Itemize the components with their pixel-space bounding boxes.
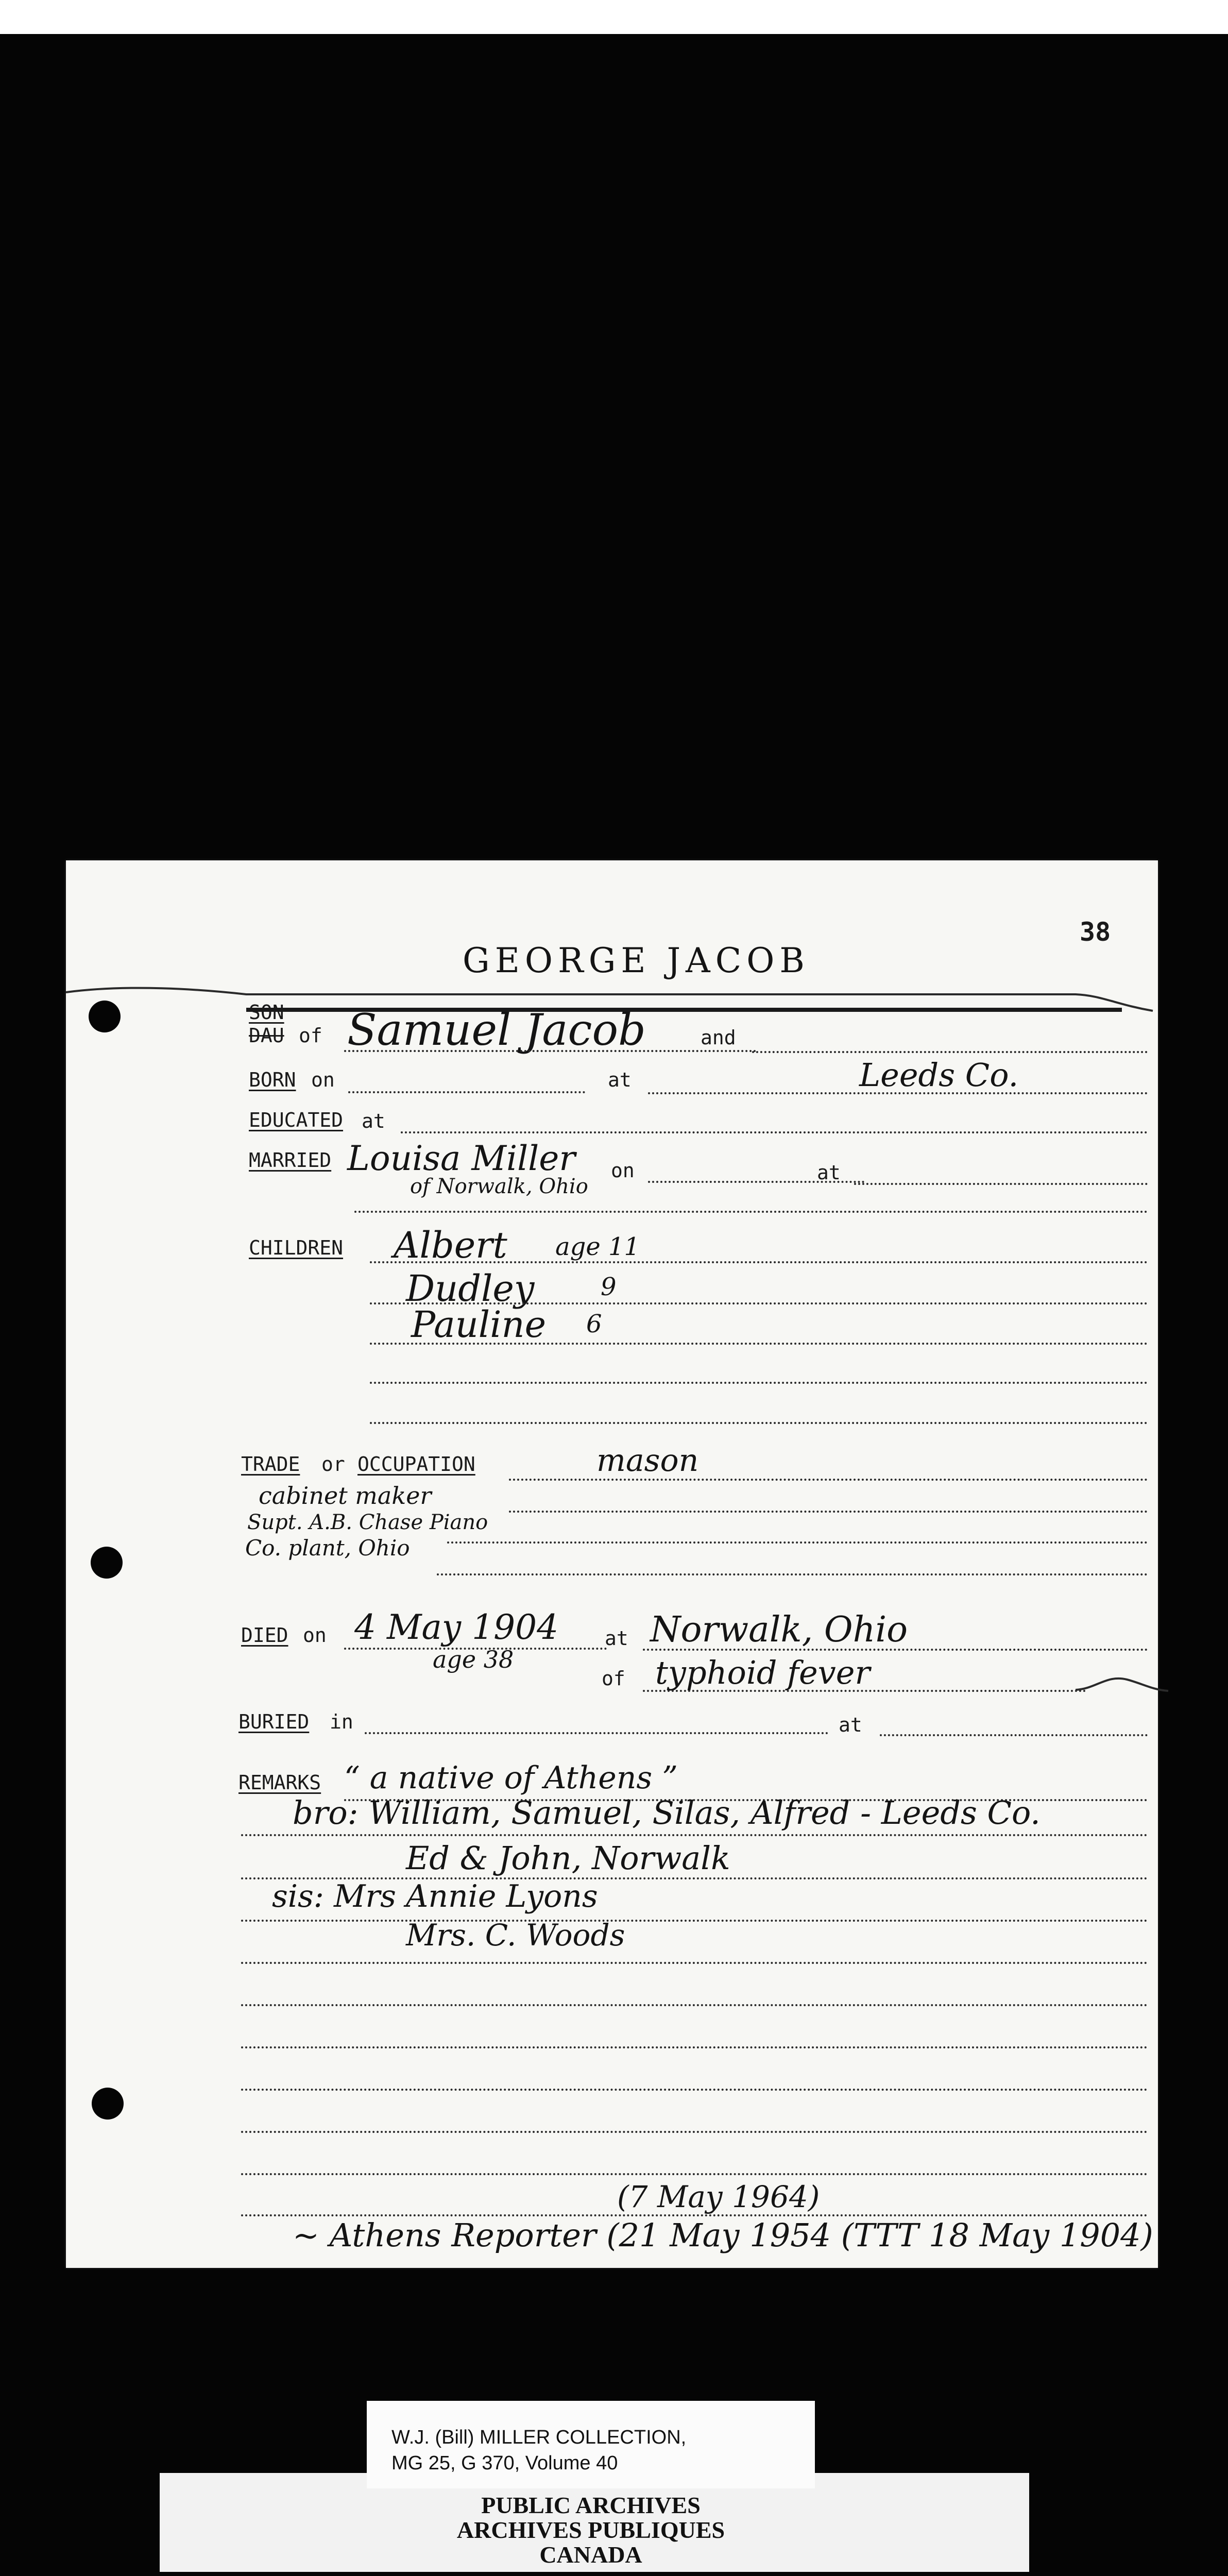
father-name: Samuel Jacob <box>347 1005 646 1055</box>
source-note-line2: ~ Athens Reporter (21 May 1954 (TTT 18 May 1904) <box>293 2216 1153 2254</box>
educated-line <box>401 1131 1148 1133</box>
trade-or-label: or <box>321 1453 345 1476</box>
children-line-1 <box>370 1261 1148 1263</box>
death-cause-line <box>643 1690 1086 1692</box>
died-label: DIED <box>241 1624 288 1647</box>
page-number: 38 <box>1080 917 1111 947</box>
buried-place-line <box>880 1734 1148 1736</box>
punch-hole-bottom <box>92 2088 124 2120</box>
educated-at-label: at <box>362 1110 385 1132</box>
born-at-label: at <box>608 1069 632 1091</box>
born-place: Leeds Co. <box>859 1056 1019 1094</box>
occupation-line-2 <box>509 1511 1148 1513</box>
death-age: age 38 <box>433 1646 514 1673</box>
punch-hole-middle <box>91 1547 123 1579</box>
born-place-line <box>648 1092 1148 1094</box>
source-note-line1: (7 May 1964) <box>617 2179 820 2214</box>
remarks-label: REMARKS <box>238 1771 321 1794</box>
children-label: CHILDREN <box>249 1236 344 1259</box>
born-on-label: on <box>311 1069 335 1091</box>
married-on-label: on <box>611 1159 635 1182</box>
occupation-note-3: Co. plant, Ohio <box>245 1535 410 1561</box>
died-at-label: at <box>605 1627 628 1650</box>
remarks-line-6 <box>241 2004 1148 2006</box>
occupation-note-1: cabinet maker <box>259 1482 432 1510</box>
relation-label-son: SON <box>249 1001 284 1024</box>
remarks-line-8 <box>241 2089 1148 2091</box>
buried-at-label: at <box>839 1714 862 1736</box>
archives-line-3: CANADA <box>539 2541 642 2568</box>
trade-label: TRADE <box>241 1453 300 1476</box>
occupation-line-1 <box>509 1479 1148 1481</box>
child-name-2: Dudley <box>406 1267 535 1310</box>
remarks-line-4 <box>241 1920 1148 1922</box>
remark-2: bro: William, Samuel, Silas, Alfred - Leeds Co. <box>293 1794 1041 1832</box>
buried-label: BURIED <box>238 1710 310 1733</box>
remarks-line-10 <box>241 2173 1148 2175</box>
remark-4: sis: Mrs Annie Lyons <box>272 1878 598 1914</box>
occupation-line-3 <box>447 1541 1148 1544</box>
collection-line-2: MG 25, G 370, Volume 40 <box>391 2452 618 2474</box>
educated-label: EDUCATED <box>249 1109 344 1131</box>
married-extra-line <box>354 1211 1148 1213</box>
child-age-3: 6 <box>586 1310 602 1338</box>
person-name: GEORGE JACOB <box>463 941 810 980</box>
children-line-5 <box>370 1422 1148 1424</box>
buried-in-label: in <box>330 1710 353 1733</box>
collection-line-1: W.J. (Bill) MILLER COLLECTION, <box>391 2427 687 2448</box>
death-place-line <box>643 1649 1148 1651</box>
died-on-label: on <box>303 1624 327 1647</box>
archives-line-1: PUBLIC ARCHIVES <box>481 2492 701 2518</box>
relation-label-dau: DAU <box>249 1024 284 1047</box>
born-date-line <box>348 1091 585 1093</box>
occupation-line-4 <box>437 1573 1148 1575</box>
married-place-line <box>854 1183 1148 1185</box>
married-at-label: at <box>817 1161 841 1184</box>
occupation-label: OCCUPATION <box>357 1453 475 1476</box>
card-tear-edge <box>66 974 1158 1005</box>
child-name-3: Pauline <box>411 1303 547 1346</box>
father-line <box>344 1050 756 1052</box>
archives-line-2: ARCHIVES PUBLIQUES <box>456 2517 725 2543</box>
death-date: 4 May 1904 <box>354 1607 559 1647</box>
and-label: and <box>701 1026 736 1049</box>
record-card <box>66 860 1158 2268</box>
occupation-value: mason <box>596 1443 699 1479</box>
spouse-origin: of Norwalk, Ohio <box>410 1175 588 1198</box>
death-cause: typhoid fever <box>655 1654 871 1691</box>
punch-hole-top <box>89 1001 121 1032</box>
remarks-line-9 <box>241 2131 1148 2133</box>
children-line-4 <box>370 1382 1148 1384</box>
buried-line <box>365 1732 828 1734</box>
remark-5: Mrs. C. Woods <box>406 1918 625 1953</box>
death-place: Norwalk, Ohio <box>650 1609 908 1650</box>
children-line-3 <box>370 1343 1148 1345</box>
remark-3: Ed & John, Norwalk <box>406 1839 730 1877</box>
child-age-1: age 11 <box>555 1232 640 1261</box>
child-name-1: Albert <box>394 1224 507 1266</box>
spouse-name: Louisa Miller <box>347 1139 575 1178</box>
remarks-line-2 <box>241 1834 1148 1836</box>
card-tear-right <box>1076 1669 1168 1700</box>
remarks-line-7 <box>241 2046 1148 2048</box>
married-label: MARRIED <box>249 1149 332 1172</box>
occupation-note-2: Supt. A.B. Chase Piano <box>247 1511 488 1534</box>
remark-1: “ a native of Athens ” <box>344 1760 678 1796</box>
child-age-2: 9 <box>601 1273 617 1301</box>
remarks-line-5 <box>241 1962 1148 1964</box>
born-label: BORN <box>249 1069 296 1091</box>
mother-line <box>752 1051 1148 1053</box>
died-of-label: of <box>602 1667 625 1690</box>
of-label: of <box>299 1024 322 1047</box>
